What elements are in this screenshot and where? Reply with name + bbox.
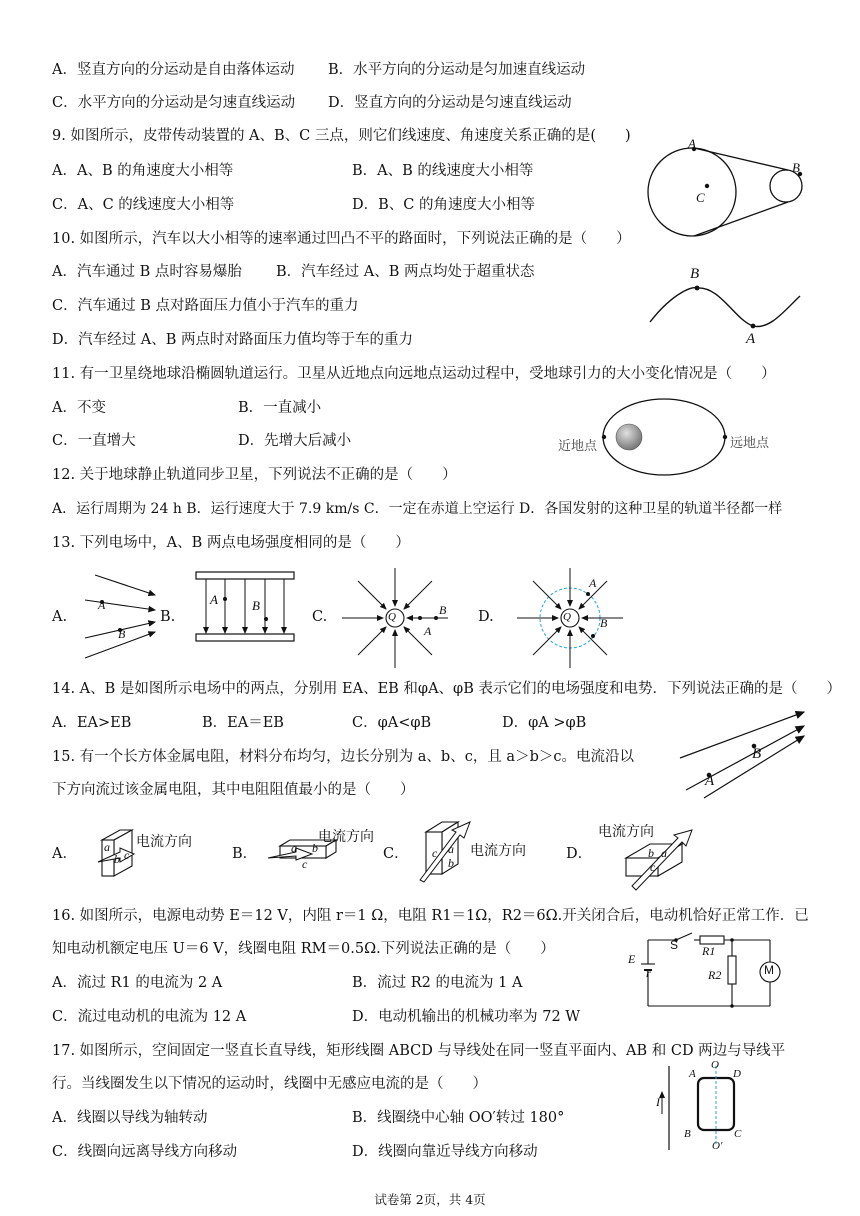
- q16-label-e: E: [628, 952, 636, 966]
- belt-pulley-figure: [640, 140, 810, 240]
- q14-label-b: B: [752, 746, 762, 762]
- q17-option-a: A．线圈以导线为轴转动: [52, 1110, 208, 1126]
- q15d-label-b: b: [648, 846, 654, 860]
- q17-label-o: O: [711, 1059, 719, 1071]
- q15-option-d: D．: [566, 846, 593, 862]
- q15-stem-2: 下方向流过该金属电阻，其中电阻阻值最小的是（ ）: [52, 782, 415, 798]
- q17-label-a: A: [689, 1068, 696, 1080]
- q15d-label-c: c: [650, 860, 656, 874]
- q9-stem: 9. 如图所示，皮带传动装置的 A、B、C 三点，则它们线速度、角速度关系正确的是( ): [52, 128, 631, 144]
- q15-option-c: C．: [383, 846, 409, 862]
- q16-option-d: D．电动机输出的机械功率为 72 W: [352, 1009, 581, 1025]
- q13d-label-q: Q: [563, 611, 571, 623]
- q11-label-perigee: 近地点: [558, 439, 598, 454]
- q16-option-c: C．流过电动机的电流为 12 A: [52, 1009, 247, 1025]
- q17-option-d: D．线圈向靠近导线方向移动: [352, 1144, 538, 1160]
- q15a-label-a: a: [104, 840, 110, 854]
- q9-label-b: B: [792, 160, 800, 175]
- q15d-label-a: a: [661, 846, 667, 860]
- q11-stem: 11. 有一卫星绕地球沿椭圆轨道运行。卫星从近地点向远地点运动过程中，受地球引力的大小变化情况是（ ）: [52, 366, 776, 382]
- q11-label-apogee: 远地点: [730, 436, 770, 451]
- q17-option-b: B．线圈绕中心轴 OO′转过 180°: [352, 1110, 565, 1126]
- q15c-label-a: a: [448, 842, 454, 856]
- q9-option-b: B．A、B 的线速度大小相等: [352, 163, 534, 179]
- q11-option-b: B．一直减小: [238, 400, 322, 416]
- q15b-label-a: a: [291, 841, 297, 855]
- q11-option-a: A．不变: [52, 400, 106, 416]
- q17-stem-1: 17. 如图所示，空间固定一竖直长直导线，矩形线圈 ABCD 与导线处在同一竖直平面内、AB 和 CD 两边与导线平: [52, 1043, 786, 1059]
- q8-option-a: A．竖直方向的分运动是自由落体运动: [52, 62, 295, 78]
- road-curve-figure: [645, 280, 805, 340]
- q15c-label-c: c: [432, 846, 438, 860]
- q10-label-a: A: [746, 331, 756, 347]
- q10-option-d: D．汽车经过 A、B 两点时对路面压力值均等于车的重力: [52, 332, 413, 348]
- q15a-label-b: b: [114, 852, 120, 866]
- q13b-label-a: A: [210, 592, 218, 607]
- q8-option-b: B．水平方向的分运动是匀加速直线运动: [328, 62, 586, 78]
- q13-option-b: B.: [160, 609, 176, 625]
- q15b-label-c: c: [302, 857, 308, 871]
- q14-label-a: A: [705, 773, 715, 789]
- q13b-label-b: B: [252, 598, 260, 613]
- q14-option-b: B．EA＝EB: [202, 715, 284, 731]
- q10-stem: 10. 如图所示，汽车以大小相等的速率通过凹凸不平的路面时，下列说法正确的是（ ）: [52, 231, 631, 247]
- q13-option-d: D.: [478, 609, 494, 625]
- q13c-label-a: A: [424, 624, 432, 638]
- field-figure-a: [80, 570, 160, 660]
- q11-option-d: D．先增大后减小: [238, 433, 352, 449]
- q13-option-a: A.: [52, 609, 68, 625]
- q17-label-b: B: [684, 1128, 691, 1140]
- q10-label-b: B: [690, 266, 700, 282]
- q17-option-c: C．线圈向远离导线方向移动: [52, 1144, 238, 1160]
- field-lines-figure: [676, 706, 811, 800]
- q15c-current-label: 电流方向: [470, 843, 526, 859]
- q13d-label-b: B: [600, 616, 608, 630]
- q15a-current-label: 电流方向: [136, 834, 192, 850]
- q16-label-r: r: [646, 966, 651, 980]
- q16-label-r2: R2: [708, 968, 722, 982]
- q13-stem: 13. 下列电场中，A、B 两点电场强度相同的是（ ）: [52, 535, 410, 551]
- q12-stem: 12. 关于地球静止轨道同步卫星，下列说法不正确的是（ ）: [52, 467, 457, 483]
- q15-option-a: A．: [52, 846, 77, 862]
- q9-option-a: A．A、B 的角速度大小相等: [52, 163, 234, 179]
- q15-stem-1: 15. 有一个长方体金属电阻，材料分布均匀，边长分别为 a、b、c，且 a＞b＞c。电流沿以: [52, 749, 634, 765]
- q17-label-o-prime: O′: [712, 1140, 723, 1152]
- motor-icon: M: [764, 963, 774, 977]
- q8-option-d: D．竖直方向的分运动是匀速直线运动: [328, 95, 572, 111]
- wire-coil-figure: [656, 1062, 756, 1156]
- q13a-label-a: A: [98, 598, 106, 612]
- q17-label-i: I: [656, 1095, 660, 1109]
- page-footer: 试卷第 2页，共 4页: [374, 1192, 486, 1207]
- q9-label-a: A: [688, 136, 696, 151]
- q13-option-c: C.: [312, 609, 328, 625]
- q13a-label-b: B: [118, 627, 126, 641]
- q16-stem-1: 16. 如图所示，电源电动势 E＝12 V，内阻 r＝1 Ω，电阻 R1＝1Ω，R2＝6Ω.开关闭合后，电动机恰好正常工作．已: [52, 908, 809, 924]
- q15c-label-b: b: [448, 856, 454, 870]
- q11-option-c: C．一直增大: [52, 433, 136, 449]
- q12-options: A．运行周期为 24 h B．运行速度大于 7.9 km/s C．一定在赤道上空运行 D．各国发射的这种卫星的轨道半径都一样: [52, 501, 783, 517]
- q14-stem: 14. A、B 是如图所示电场中的两点，分别用 EA、EB 和φA、φB 表示它们的电场强度和电势．下列说法正确的是（ ）: [52, 681, 841, 697]
- q13c-label-q: Q: [388, 611, 396, 623]
- q16-option-b: B．流过 R2 的电流为 1 A: [352, 975, 523, 991]
- q15a-label-c: c: [124, 848, 130, 862]
- q10-option-c: C．汽车通过 B 点对路面压力值小于汽车的重力: [52, 298, 359, 314]
- q16-stem-2: 知电动机额定电压 U＝6 V，线圈电阻 RM＝0.5Ω.下列说法正确的是（ ）: [52, 941, 555, 957]
- q15b-label-b: b: [312, 841, 318, 855]
- q13d-label-a: A: [589, 576, 597, 590]
- q16-label-r1: R1: [702, 944, 716, 958]
- q16-option-a: A．流过 R1 的电流为 2 A: [52, 975, 223, 991]
- q10-option-a: A．汽车通过 B 点时容易爆胎: [52, 264, 242, 280]
- q17-stem-2: 行。当线圈发生以下情况的运动时，线圈中无感应电流的是（ ）: [52, 1076, 487, 1092]
- q9-option-d: D．B、C 的角速度大小相等: [352, 197, 535, 213]
- q14-option-d: D．φA >φB: [502, 715, 587, 731]
- q8-option-c: C．水平方向的分运动是匀速直线运动: [52, 95, 296, 111]
- ellipse-orbit-figure: [600, 394, 730, 480]
- q17-label-d: D: [733, 1068, 741, 1080]
- q13c-label-b: B: [439, 603, 447, 617]
- q14-option-c: C．φA<φB: [352, 715, 432, 731]
- field-figure-b: [196, 570, 296, 646]
- q16-label-s: S: [670, 938, 679, 952]
- q10-option-b: B．汽车经过 A、B 两点均处于超重状态: [276, 264, 535, 280]
- q15d-current-label: 电流方向: [598, 824, 654, 840]
- q17-label-c: C: [734, 1128, 742, 1140]
- q9-option-c: C．A、C 的线速度大小相等: [52, 197, 235, 213]
- q15-option-b: B．: [232, 846, 258, 862]
- q15b-current-label: 电流方向: [318, 829, 374, 845]
- q9-label-c: C: [696, 190, 705, 205]
- q14-option-a: A．EA>EB: [52, 715, 132, 731]
